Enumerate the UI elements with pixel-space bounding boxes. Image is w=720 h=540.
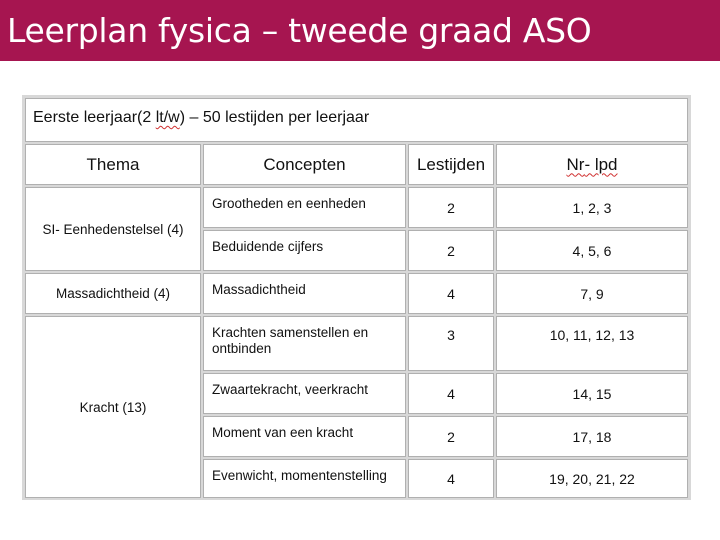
concept-label: Evenwicht, momentenstelling [212, 468, 387, 483]
table-row-nr [496, 459, 688, 498]
table-row-concept [203, 459, 406, 498]
lestijden-value: 4 [447, 385, 455, 402]
nr-value: 17, 18 [572, 428, 612, 445]
table-row-nr [496, 273, 688, 314]
header-thema [25, 144, 201, 185]
table-row-lestijden [408, 187, 494, 228]
nr-value: 4, 5, 6 [572, 242, 612, 259]
table-row-nr [496, 316, 688, 371]
concept-label: Grootheden en eenheden [212, 196, 366, 211]
table-row-concept [203, 416, 406, 457]
header-nr-label: Nr [566, 154, 585, 174]
table-row-nr [496, 230, 688, 271]
table-row-lestijden [408, 230, 494, 271]
lestijden-value: 4 [447, 470, 455, 487]
concept-label: Krachten samenstellen en ontbinden [212, 325, 369, 356]
nr-value: 1, 2, 3 [572, 199, 612, 216]
table-row-concept [203, 273, 406, 314]
curriculum-table [22, 95, 691, 500]
table-row-lestijden [408, 273, 494, 314]
concept-label: Zwaartekracht, veerkracht [212, 382, 369, 397]
header-concepten-label: Concepten [263, 154, 346, 174]
header-concepten [203, 144, 406, 185]
lestijden-value: 4 [447, 285, 455, 302]
header-lpd-label: - lpd [584, 154, 618, 174]
header-lestijden [408, 144, 494, 185]
nr-value: 10, 11, 12, 13 [549, 327, 635, 343]
table-row-nr [496, 187, 688, 228]
table-row-lestijden [408, 459, 494, 498]
nr-value: 14, 15 [572, 385, 612, 402]
theme-si-eenhedenstelsel [25, 187, 201, 271]
theme-label: Kracht (13) [79, 399, 147, 415]
nr-value: 7, 9 [580, 285, 604, 302]
concept-label: Beduidende cijfers [212, 239, 324, 254]
theme-label: Massadichtheid (4) [55, 286, 171, 301]
title-bar [0, 0, 720, 61]
caption-ltw: lt/w [155, 109, 180, 126]
concept-label: Massadichtheid [212, 282, 306, 297]
theme-label: SI- Eenhedenstelsel (4) [42, 221, 184, 237]
caption-suffix: ) – 50 lestijden per leerjaar [179, 109, 370, 126]
slide-title: Leerplan fysica – tweede graad ASO [7, 11, 592, 50]
caption-prefix: Eerste leerjaar(2 [33, 109, 156, 126]
table-row-concept [203, 316, 406, 371]
header-lestijden-label: Lestijden [416, 154, 486, 174]
table-row-lestijden [408, 316, 494, 371]
table-row-concept [203, 230, 406, 271]
lestijden-value: 3 [447, 327, 455, 343]
concept-label: Moment van een kracht [212, 425, 354, 440]
table-row-lestijden [408, 416, 494, 457]
lestijden-value: 2 [447, 242, 455, 259]
header-thema-label: Thema [86, 154, 140, 174]
table-row-lestijden [408, 373, 494, 414]
theme-massadichtheid [25, 273, 201, 314]
table-row-concept [203, 187, 406, 228]
table-row-nr [496, 416, 688, 457]
header-nr-lpd [496, 144, 688, 185]
theme-kracht [25, 316, 201, 498]
nr-value: 19, 20, 21, 22 [549, 470, 635, 487]
lestijden-value: 2 [447, 428, 455, 445]
lestijden-value: 2 [447, 199, 455, 216]
table-row-concept [203, 373, 406, 414]
table-caption [25, 98, 688, 142]
table-row-nr [496, 373, 688, 414]
